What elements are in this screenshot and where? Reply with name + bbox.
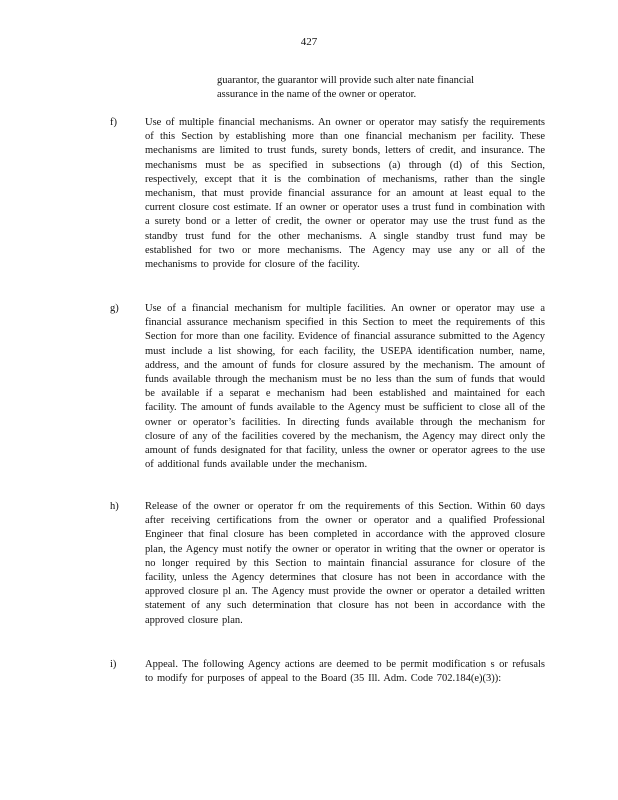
paragraph-text: Use of multiple financial mechanisms. An owner or operator may satisfy the requirements of this Section by establishing more than one financial mechanism per facility. These mechanisms are limited to trust funds, surety bonds, letters of credit, and insurance. The mechanisms must be as specified in subsections (a) through (d) of this Section, respectively, except that it is the combination of mechanisms, rather than the single mechanism, that must provide financial assurance for an amount at least equal to the current closure cost estimate. If an owner or operator uses a trust fund in combination with a surety bond or a letter of credit, the owner or operator may use the trust fund as the standby trust fund for the other mechanisms. A single standby trust fund may be established for two or more mechanisms. The Agency may use any or all of the mechanisms to provide for closure of the facility.	[145, 117, 545, 271]
paragraph-text: Release of the owner or operator fr om the requirements of this Section. Within 60 days after receiving certifications from the owner or operator and a qualified Professional Engineer that final closure has been completed in accordance with the approved closure plan, the Agency must notify the owner or operator in writing that the owner or operator is no longer required by this Section to maintain financial assurance for closure of the facility, unless the Agency determines that closure has not been in accordance with the approved closure pl an. The Agency must provide the owner or operator a detailed written statement of any such determination that closure has not been in accordance with the approved closure plan.	[145, 501, 545, 626]
paragraph-text: Appeal. The following Agency actions are deemed to be permit modification s or refusals to modify for purposes of appeal to the Board (35 Ill. Adm. Code 702.184(e)(3)):	[145, 659, 545, 685]
continuation-text: guarantor, the guarantor will provide such alter nate financial assurance in the name of the owner or operator.	[217, 75, 475, 100]
paragraph-label: f)	[110, 117, 117, 128]
page-number: 427	[300, 36, 318, 48]
paragraph-label: g)	[110, 303, 119, 314]
paragraph-text: Use of a financial mechanism for multiple facilities. An owner or operator may use a financial assurance mechanism specified in this Section to meet the requirements of this Section for more than one facility. Evidence of financial assurance submitted to the Agency must include a list showing, for each facility, the USEPA identification number, name, address, and the amount of funds for closure assured by the mechanism. The amount of funds available through the mechanism must be no less than the sum of funds that would be available if a separat e mechanism had been established and maintained for each facility. The amount of funds available to the Agency must be sufficient to close all of the owner or operator’s facilities. In directing funds available through the mechanism for closure of any of the facilities covered by the mechanism, the Agency may direct only the amount of funds designated for that facility, unless the owner or operator agrees to the use of additional funds available under the mechanism.	[145, 303, 545, 471]
paragraph-label: h)	[110, 501, 119, 512]
paragraph-label: i)	[110, 659, 117, 670]
